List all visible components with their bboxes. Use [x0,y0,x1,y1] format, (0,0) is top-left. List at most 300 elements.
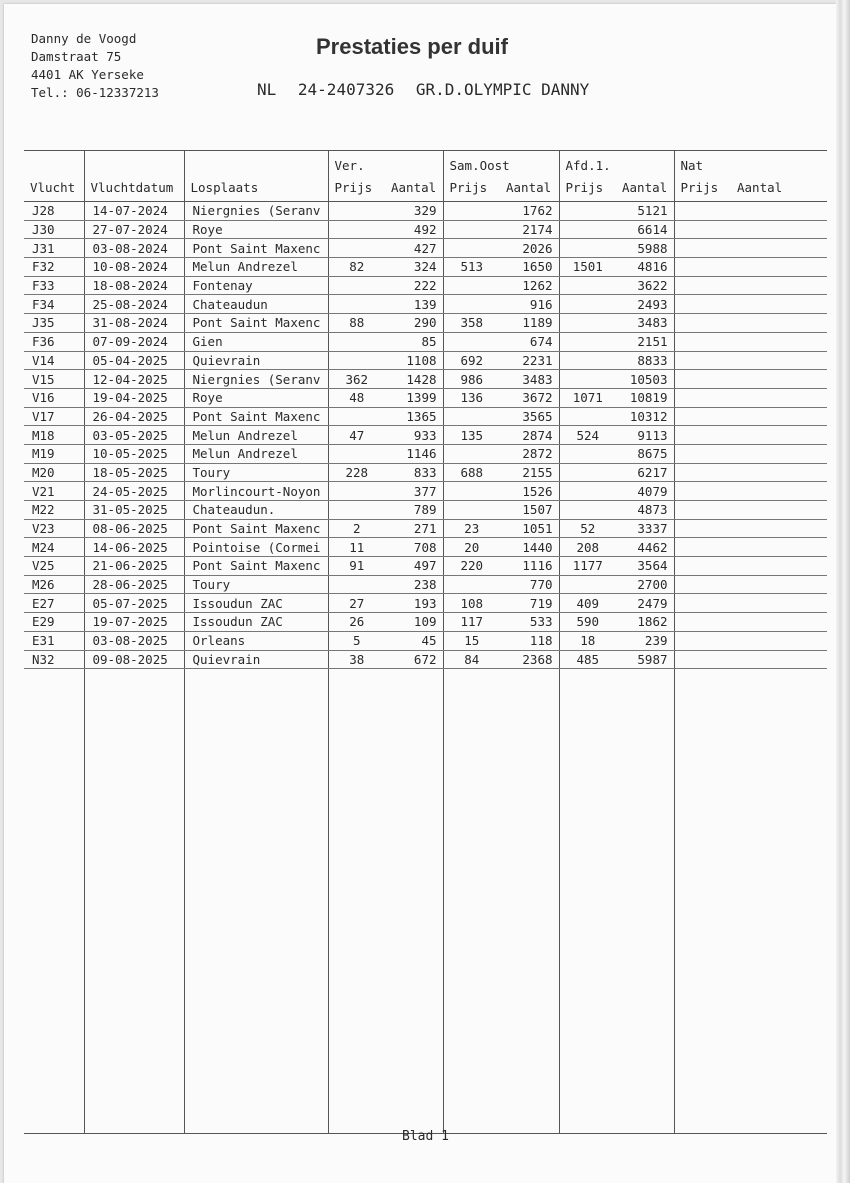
cell-ver-prijs [328,501,385,520]
cell-afd-prijs [559,482,616,501]
cell-sam-aantal: 3672 [500,388,559,407]
sender-street: Damstraat 75 [31,49,122,64]
cell-datum: 05-04-2025 [84,351,184,370]
cell-sam-prijs [443,501,500,520]
cell-vlucht: F36 [24,332,84,351]
cell-afd-prijs: 52 [559,519,616,538]
cell-losplaats: Morlincourt-Noyon [184,482,328,501]
cell-ver-aantal: 672 [385,650,443,669]
cell-sam-aantal: 1051 [500,519,559,538]
cell-sam-prijs [443,444,500,463]
cell-ver-aantal: 238 [385,575,443,594]
cell-losplaats: Orleans [184,631,328,650]
cell-ver-prijs: 2 [328,519,385,538]
cell-empty [731,575,827,594]
col-losplaats: Losplaats [184,173,328,202]
cell-empty [731,351,827,370]
group-nat: Nat [674,151,827,174]
cell-empty [674,220,731,239]
cell-afd-prijs [559,276,616,295]
cell-ver-prijs [328,351,385,370]
table-row [24,482,827,501]
cell-sam-prijs: 986 [443,370,500,389]
cell-losplaats: Pont Saint Maxenc [184,557,328,576]
cell-sam-aantal: 3483 [500,370,559,389]
cell-afd-aantal: 3622 [616,276,674,295]
cell-losplaats: Niergnies (Seranv [184,202,328,221]
cell-datum: 03-08-2025 [84,631,184,650]
cell-afd-prijs: 590 [559,613,616,632]
cell-ver-aantal: 497 [385,557,443,576]
column-header-row [24,173,827,202]
cell-ver-prijs: 82 [328,258,385,277]
cell-sam-aantal: 118 [500,631,559,650]
cell-empty [674,239,731,258]
cell-ver-prijs: 5 [328,631,385,650]
cell-empty [731,295,827,314]
cell-afd-aantal: 6614 [616,220,674,239]
cell-empty [674,575,731,594]
cell-empty [674,650,731,669]
cell-vlucht: V14 [24,351,84,370]
cell-empty [731,370,827,389]
table-row [24,444,827,463]
cell-ver-prijs [328,575,385,594]
cell-empty [674,351,731,370]
cell-sam-prijs [443,276,500,295]
cell-ver-aantal: 271 [385,519,443,538]
cell-losplaats: Melun Andrezel [184,426,328,445]
col-afd-prijs: Prijs [559,173,616,202]
cell-sam-prijs: 84 [443,650,500,669]
cell-sam-aantal: 1507 [500,501,559,520]
cell-empty [674,426,731,445]
table-row [24,613,827,632]
cell-afd-prijs [559,202,616,221]
cell-sam-aantal: 2872 [500,444,559,463]
cell-losplaats: Melun Andrezel [184,258,328,277]
cell-datum: 03-08-2024 [84,239,184,258]
col-ver-prijs: Prijs [328,173,385,202]
pigeon-ring: 24-2407326 [297,80,395,99]
cell-afd-prijs [559,407,616,426]
cell-losplaats: Quievrain [184,351,328,370]
cell-empty [674,669,731,1134]
cell-afd-prijs: 1501 [559,258,616,277]
cell-afd-aantal: 4079 [616,482,674,501]
cell-losplaats: Gien [184,332,328,351]
table-row [24,631,827,650]
cell-empty [731,276,827,295]
cell-vlucht: N32 [24,650,84,669]
cell-empty [674,388,731,407]
cell-losplaats: Pointoise (Cormei [184,538,328,557]
cell-empty [500,669,559,1134]
cell-empty [731,650,827,669]
cell-ver-aantal: 109 [385,613,443,632]
cell-empty [731,519,827,538]
cell-ver-prijs [328,295,385,314]
cell-sam-aantal: 1526 [500,482,559,501]
cell-empty [328,669,385,1134]
cell-losplaats: Pont Saint Maxenc [184,407,328,426]
cell-ver-aantal: 1146 [385,444,443,463]
col-ver-aantal: Aantal [385,173,443,202]
table-row [24,594,827,613]
cell-vlucht: J35 [24,314,84,333]
cell-datum: 28-06-2025 [84,575,184,594]
table-row [24,426,827,445]
page-number: Blad 1 [402,1129,449,1144]
cell-ver-aantal: 933 [385,426,443,445]
cell-empty [674,202,731,221]
cell-sam-aantal: 2026 [500,239,559,258]
table-row [24,519,827,538]
group-sam-oost: Sam.Oost [443,151,559,174]
cell-empty [674,332,731,351]
cell-vlucht: J28 [24,202,84,221]
cell-datum: 14-06-2025 [84,538,184,557]
cell-empty [731,538,827,557]
cell-datum: 21-06-2025 [84,557,184,576]
cell-sam-prijs [443,220,500,239]
cell-empty [674,557,731,576]
cell-afd-prijs [559,239,616,258]
cell-empty [731,407,827,426]
cell-sam-aantal: 2368 [500,650,559,669]
cell-empty [674,407,731,426]
cell-sam-aantal: 916 [500,295,559,314]
cell-losplaats: Roye [184,220,328,239]
cell-sam-aantal: 1440 [500,538,559,557]
sender-city: 4401 AK Yerseke [31,67,144,82]
cell-datum: 26-04-2025 [84,407,184,426]
cell-datum: 19-07-2025 [84,613,184,632]
page-edge [836,0,850,1183]
cell-sam-aantal: 2155 [500,463,559,482]
cell-afd-aantal: 3337 [616,519,674,538]
cell-afd-prijs: 208 [559,538,616,557]
cell-ver-aantal: 1399 [385,388,443,407]
cell-empty [443,669,500,1134]
cell-datum: 31-05-2025 [84,501,184,520]
cell-datum: 25-08-2024 [84,295,184,314]
cell-empty [674,613,731,632]
cell-empty [184,669,328,1134]
table-row [24,332,827,351]
cell-empty [731,220,827,239]
cell-afd-aantal: 2479 [616,594,674,613]
cell-afd-prijs: 1071 [559,388,616,407]
cell-sam-aantal: 1189 [500,314,559,333]
cell-empty [731,557,827,576]
cell-empty [731,501,827,520]
cell-vlucht: E31 [24,631,84,650]
cell-ver-prijs: 47 [328,426,385,445]
cell-empty [674,295,731,314]
cell-ver-prijs [328,407,385,426]
cell-vlucht: V16 [24,388,84,407]
cell-empty [731,669,827,1134]
cell-empty [731,594,827,613]
cell-losplaats: Pont Saint Maxenc [184,314,328,333]
sender-phone: Tel.: 06-12337213 [31,85,159,100]
cell-empty [559,669,616,1134]
cell-empty [674,482,731,501]
cell-empty [674,314,731,333]
cell-afd-aantal: 2151 [616,332,674,351]
cell-sam-aantal: 1262 [500,276,559,295]
cell-sam-prijs: 135 [443,426,500,445]
cell-ver-aantal: 1108 [385,351,443,370]
table-row [24,276,827,295]
cell-ver-prijs [328,220,385,239]
cell-ver-prijs [328,202,385,221]
cell-ver-prijs [328,239,385,258]
cell-vlucht: F34 [24,295,84,314]
cell-empty [731,239,827,258]
cell-sam-aantal: 1116 [500,557,559,576]
cell-ver-aantal: 708 [385,538,443,557]
table-row [24,650,827,669]
performance-table [24,150,827,1134]
cell-vlucht: V21 [24,482,84,501]
cell-afd-prijs [559,351,616,370]
cell-datum: 08-06-2025 [84,519,184,538]
cell-afd-prijs: 18 [559,631,616,650]
cell-sam-prijs: 136 [443,388,500,407]
cell-ver-aantal: 492 [385,220,443,239]
cell-ver-aantal: 1365 [385,407,443,426]
cell-afd-aantal: 3564 [616,557,674,576]
cell-ver-aantal: 85 [385,332,443,351]
cell-datum: 09-08-2025 [84,650,184,669]
cell-losplaats: Roye [184,388,328,407]
cell-empty [674,258,731,277]
cell-afd-aantal: 3483 [616,314,674,333]
cell-ver-aantal: 427 [385,239,443,258]
cell-ver-aantal: 290 [385,314,443,333]
cell-ver-aantal: 45 [385,631,443,650]
cell-sam-prijs [443,295,500,314]
col-nat-aantal: Aantal [731,173,827,202]
cell-afd-aantal: 5988 [616,239,674,258]
cell-afd-aantal: 5121 [616,202,674,221]
cell-losplaats: Pont Saint Maxenc [184,239,328,258]
cell-ver-prijs [328,332,385,351]
table-row [24,258,827,277]
cell-vlucht: F33 [24,276,84,295]
cell-empty [731,388,827,407]
cell-sam-prijs: 513 [443,258,500,277]
cell-afd-aantal: 10503 [616,370,674,389]
cell-vlucht: M24 [24,538,84,557]
cell-afd-aantal: 2700 [616,575,674,594]
cell-vlucht: V23 [24,519,84,538]
table-row [24,407,827,426]
cell-empty [731,332,827,351]
cell-vlucht: M18 [24,426,84,445]
sender-address [31,30,159,102]
cell-losplaats: Toury [184,575,328,594]
cell-datum: 10-05-2025 [84,444,184,463]
cell-ver-prijs: 38 [328,650,385,669]
cell-sam-aantal: 2874 [500,426,559,445]
cell-empty [385,669,443,1134]
cell-ver-prijs: 91 [328,557,385,576]
cell-sam-prijs: 688 [443,463,500,482]
cell-afd-aantal: 9113 [616,426,674,445]
cell-datum: 27-07-2024 [84,220,184,239]
cell-losplaats: Issoudun ZAC [184,594,328,613]
cell-sam-prijs: 20 [443,538,500,557]
cell-datum: 19-04-2025 [84,388,184,407]
cell-ver-prijs: 88 [328,314,385,333]
cell-afd-aantal: 6217 [616,463,674,482]
cell-ver-aantal: 139 [385,295,443,314]
cell-datum: 31-08-2024 [84,314,184,333]
cell-empty [731,631,827,650]
cell-empty [674,370,731,389]
cell-empty [674,631,731,650]
cell-afd-aantal: 239 [616,631,674,650]
cell-losplaats: Toury [184,463,328,482]
table-row [24,370,827,389]
cell-afd-prijs: 485 [559,650,616,669]
cell-sam-prijs [443,332,500,351]
col-sam-aantal: Aantal [500,173,559,202]
cell-empty [731,613,827,632]
cell-vlucht: E29 [24,613,84,632]
cell-empty [731,426,827,445]
cell-sam-prijs: 23 [443,519,500,538]
cell-afd-aantal: 4462 [616,538,674,557]
group-header-row [24,151,827,174]
cell-empty [674,444,731,463]
cell-vlucht: M22 [24,501,84,520]
cell-vlucht: V15 [24,370,84,389]
cell-vlucht: J31 [24,239,84,258]
cell-vlucht: E27 [24,594,84,613]
table-row [24,557,827,576]
cell-vlucht: M19 [24,444,84,463]
table-row [24,575,827,594]
cell-sam-prijs [443,202,500,221]
cell-ver-aantal: 789 [385,501,443,520]
cell-ver-aantal: 193 [385,594,443,613]
cell-losplaats: Quievrain [184,650,328,669]
cell-losplaats: Pont Saint Maxenc [184,519,328,538]
cell-sam-prijs: 117 [443,613,500,632]
cell-empty [674,501,731,520]
cell-losplaats: Chateaudun. [184,501,328,520]
cell-ver-prijs: 228 [328,463,385,482]
cell-sam-aantal: 2174 [500,220,559,239]
cell-afd-prijs [559,332,616,351]
cell-empty [674,519,731,538]
table-row [24,388,827,407]
table-row [24,538,827,557]
cell-ver-aantal: 833 [385,463,443,482]
cell-afd-prijs [559,575,616,594]
cell-losplaats: Chateaudun [184,295,328,314]
page-title: Prestaties per duif [316,34,508,59]
cell-empty [84,669,184,1134]
cell-sam-aantal: 2231 [500,351,559,370]
cell-sam-aantal: 770 [500,575,559,594]
cell-sam-aantal: 674 [500,332,559,351]
cell-sam-prijs: 108 [443,594,500,613]
table-row [24,351,827,370]
cell-ver-prijs: 26 [328,613,385,632]
pigeon-identifier [257,80,601,99]
cell-afd-aantal: 4873 [616,501,674,520]
cell-sam-prijs [443,575,500,594]
cell-ver-aantal: 329 [385,202,443,221]
cell-afd-aantal: 8833 [616,351,674,370]
cell-losplaats: Issoudun ZAC [184,613,328,632]
cell-afd-aantal: 2493 [616,295,674,314]
cell-losplaats: Fontenay [184,276,328,295]
cell-vlucht: V25 [24,557,84,576]
cell-sam-prijs [443,239,500,258]
table-row [24,501,827,520]
cell-vlucht: M20 [24,463,84,482]
cell-ver-prijs [328,482,385,501]
cell-empty [731,444,827,463]
cell-losplaats: Melun Andrezel [184,444,328,463]
cell-sam-prijs [443,407,500,426]
cell-datum: 14-07-2024 [84,202,184,221]
cell-afd-prijs [559,314,616,333]
cell-ver-aantal: 324 [385,258,443,277]
cell-afd-prijs: 524 [559,426,616,445]
table-row [24,202,827,221]
cell-empty [731,314,827,333]
cell-sam-aantal: 719 [500,594,559,613]
cell-empty [616,669,674,1134]
cell-ver-aantal: 222 [385,276,443,295]
col-afd-aantal: Aantal [616,173,674,202]
cell-afd-prijs [559,444,616,463]
cell-afd-aantal: 4816 [616,258,674,277]
group-afd: Afd.1. [559,151,674,174]
cell-empty [674,538,731,557]
cell-afd-prijs [559,501,616,520]
cell-ver-aantal: 1428 [385,370,443,389]
pigeon-name: GR.D.OLYMPIC DANNY [415,80,590,99]
cell-afd-aantal: 1862 [616,613,674,632]
group-ver: Ver. [328,151,443,174]
cell-afd-aantal: 5987 [616,650,674,669]
cell-afd-prijs: 1177 [559,557,616,576]
pigeon-country: NL [257,80,277,99]
cell-empty [731,202,827,221]
cell-ver-prijs [328,444,385,463]
cell-ver-prijs: 48 [328,388,385,407]
cell-losplaats: Niergnies (Seranv [184,370,328,389]
cell-afd-aantal: 10819 [616,388,674,407]
cell-sam-aantal: 1650 [500,258,559,277]
cell-sam-prijs: 15 [443,631,500,650]
cell-afd-prijs [559,295,616,314]
col-sam-prijs: Prijs [443,173,500,202]
cell-ver-aantal: 377 [385,482,443,501]
document-page [4,4,836,1183]
cell-datum: 18-08-2024 [84,276,184,295]
table-row [24,314,827,333]
cell-datum: 18-05-2025 [84,463,184,482]
